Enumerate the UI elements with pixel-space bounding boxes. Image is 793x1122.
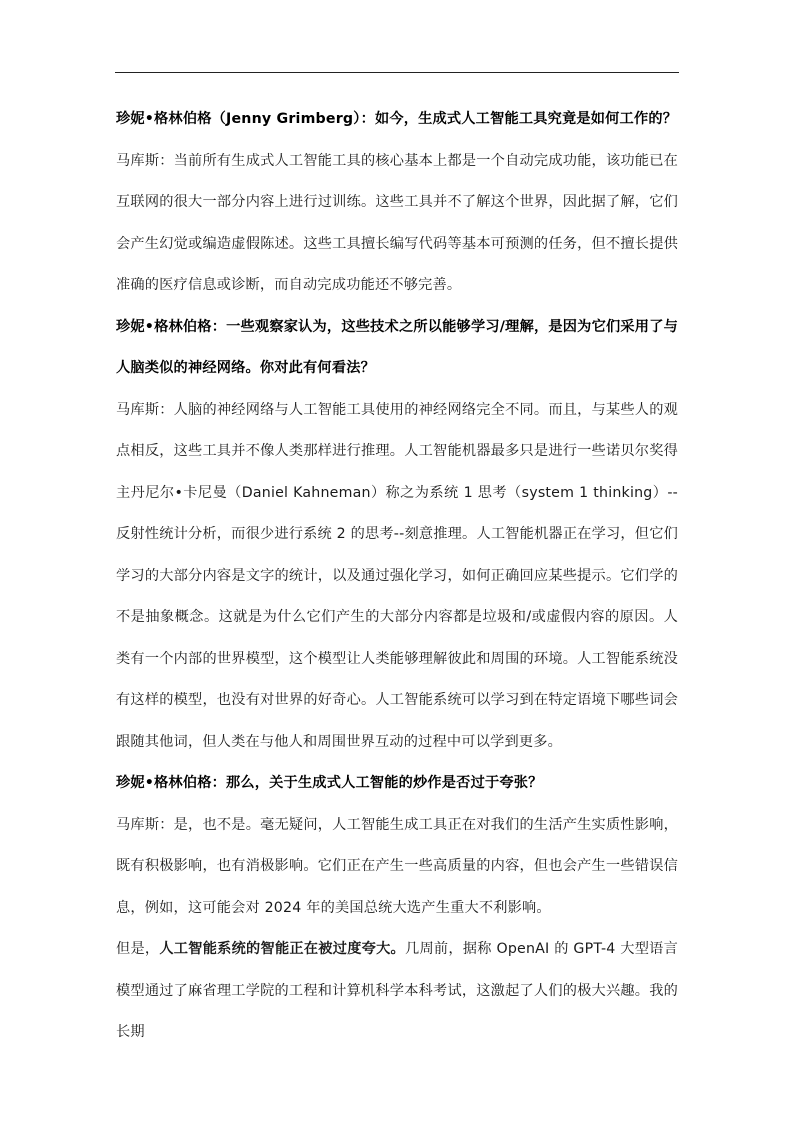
question-paragraph-2: 珍妮•格林伯格：一些观察家认为，这些技术之所以能够学习/理解，是因为它们采用了与人脑类似的神经网络。你对此有何看法？ <box>116 318 678 376</box>
answer-paragraph-3: 马库斯：是，也不是。毫无疑问，人工智能生成工具正在对我们的生活产生实质性影响，既有积极影响，也有消极影响。它们正在产生一些高质量的内容，但也会产生一些错误信息，例如，这可能会对 2024 年的美国总统大选产生重大不利影响。 <box>116 816 678 916</box>
question-paragraph-1: 珍妮•格林伯格（Jenny Grimberg）：如今，生成式人工智能工具究竟是如何工作的？ <box>116 111 678 127</box>
header-rule <box>115 72 679 73</box>
paragraph-rest: 几周前，据称 OpenAI 的 GPT-4 大型语言模型通过了麻省理工学院的工程和计算机科学本科考试，这激起了人们的极大兴趣。我的长期 <box>116 941 678 1040</box>
answer-paragraph-2: 马库斯：人脑的神经网络与人工智能工具使用的神经网络完全不同。而且，与某些人的观点相反，这些工具并不像人类那样进行推理。人工智能机器最多只是进行一些诺贝尔奖得主丹尼尔•卡尼曼（Daniel Kahneman）称之为系统 1 思考（system 1 thinking）--反射性统计分析，而很少进行系统 2 的思考--刻意推理。人工智能机器正在学习，但它们学习的大部分内容是文字的统计，以及通过强化学习，如何正确回应某些提示。它们学的不是抽象概念。这就是为什么它们产生的大部分内容都是垃圾和/或虚假内容的原因。人类有一个内部的世界模型，这个模型让人类能够理解彼此和周围的环境。人工智能系统没有这样的模型，也没有对世界的好奇心。人工智能系统可以学习到在特定语境下哪些词会跟随其他词，但人类在与他人和周围世界互动的过程中可以学到更多。 <box>116 401 678 750</box>
paragraph-lead: 但是， <box>116 941 160 957</box>
question-paragraph-3: 珍妮•格林伯格：那么，关于生成式人工智能的炒作是否过于夸张？ <box>116 775 543 791</box>
article-body <box>116 99 678 1054</box>
answer-paragraph-1: 马库斯：当前所有生成式人工智能工具的核心基本上都是一个自动完成功能，该功能已在互联网的很大一部分内容上进行过训练。这些工具并不了解这个世界，因此据了解，它们会产生幻觉或编造虚假陈述。这些工具擅长编写代码等基本可预测的任务，但不擅长提供准确的医疗信息或诊断，而自动完成功能还不够完善。 <box>116 152 678 293</box>
emphasis-text: 人工智能系统的智能正在被过度夸大。 <box>159 941 405 957</box>
answer-paragraph-4 <box>116 929 678 1054</box>
